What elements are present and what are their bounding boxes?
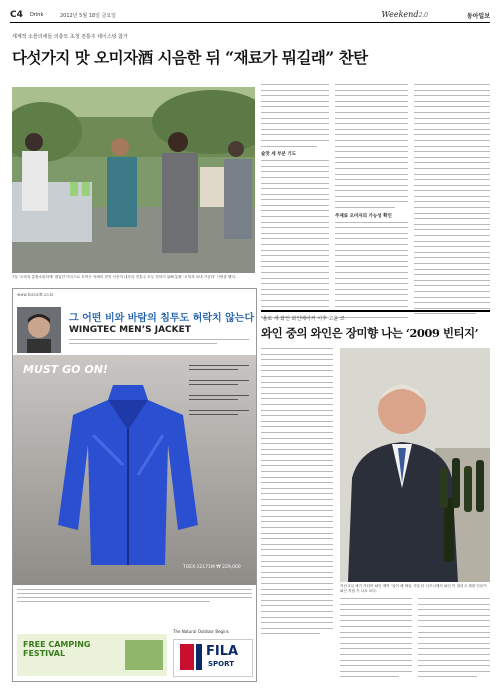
ad-price-line <box>183 565 241 570</box>
jacket-icon <box>53 375 203 575</box>
page-number: C4 <box>10 10 23 20</box>
ad-product-name: WINGTEC MEN’S JACKET <box>69 325 191 335</box>
fila-wordmark: FILA <box>206 644 239 659</box>
fila-sport: SPORT <box>208 660 234 668</box>
weekend-section-title <box>382 10 428 19</box>
article2-text-col1 <box>261 348 333 643</box>
tasting-event-photo <box>12 87 255 273</box>
festival-image <box>125 640 163 670</box>
camping-festival-banner <box>17 634 167 676</box>
article1-text-col1 <box>261 84 329 318</box>
ad-url: www.toscaitt.co.kr <box>17 292 54 297</box>
ad-slogan: MUST GO ON! <box>23 363 108 376</box>
article2-kicker: ‘올로 세 와인 와인메이커 이후 고윤 코 <box>261 316 345 322</box>
article2-text-col3 <box>418 598 490 682</box>
model-face-icon <box>17 307 61 353</box>
winemaker-portrait <box>340 348 490 582</box>
jacket-advertisement <box>12 288 257 682</box>
article1-subhead-2: 주재료 오미자의 가능성 확인 <box>335 213 392 219</box>
ad-desc-lines <box>69 339 249 347</box>
newspaper-name: 동아일보 <box>466 13 490 20</box>
weekend-word: Weekend <box>381 10 419 19</box>
festival-title: FREE CAMPING FESTIVAL <box>23 640 91 658</box>
ad-hero-image <box>13 355 256 585</box>
article1-text-col3 <box>414 84 490 318</box>
article1-text-col2 <box>335 84 408 318</box>
section-label: Drink <box>30 12 44 18</box>
article1-photo <box>12 87 255 273</box>
header-rule <box>10 22 490 23</box>
article1-subhead-1: 술맛 세 부분 기도 <box>261 152 297 158</box>
article2-headline: 와인 중의 와인은 장미향 나는 ‘2009 빈티지’ <box>261 326 479 340</box>
article2-rule <box>261 310 490 312</box>
ad-feature-callouts <box>189 365 249 425</box>
article1-photo-caption: 7일 ‘오미자 통합소믈리에’ 편입단 미국으로 모여든 자세의 현지 사진이 내부의 전통주 모두 전하기 위해 통합 ‘오미자 보내 기증과’ 시연을 했다. <box>12 275 237 279</box>
fila-logo <box>173 639 253 677</box>
fila-logo-red-block <box>180 644 194 670</box>
issue-date: 2012년 5월 18일 금요일 <box>60 13 117 19</box>
article2-text-col2 <box>340 598 412 682</box>
article1-kicker: 세계적 소믈리에들 의충모 초청 전통주 테이스팅 참가 <box>12 34 128 40</box>
ad-model-code: TOEX-12171M <box>183 565 215 570</box>
ad-model-portrait <box>17 307 61 353</box>
page-header <box>10 10 490 22</box>
article2-photo-caption: 지난 2일 세기 가티아 와인 제작 ‘일어 메 바일 시업 더 디즈니에서 와인 이 열리고 세대 인들이 와인 직접 가 나오 보다. <box>340 584 487 593</box>
ad-info-strip <box>17 589 252 629</box>
ad-price: ₩ 229,000 <box>216 565 241 570</box>
ad-headline: 그 어떤 비와 바람의 침투도 허락치 않는다 <box>69 313 255 324</box>
ad-tagline: The Natural Outdoor Begins <box>173 629 229 634</box>
article2-photo <box>340 348 490 582</box>
weekend-suffix: 2.0 <box>418 12 428 19</box>
fila-logo-blue-block <box>196 644 202 670</box>
article1-headline: 다섯가지 맛 오미자酒 시음한 뒤 “재료가 뭐길래” 찬탄 <box>12 48 368 67</box>
